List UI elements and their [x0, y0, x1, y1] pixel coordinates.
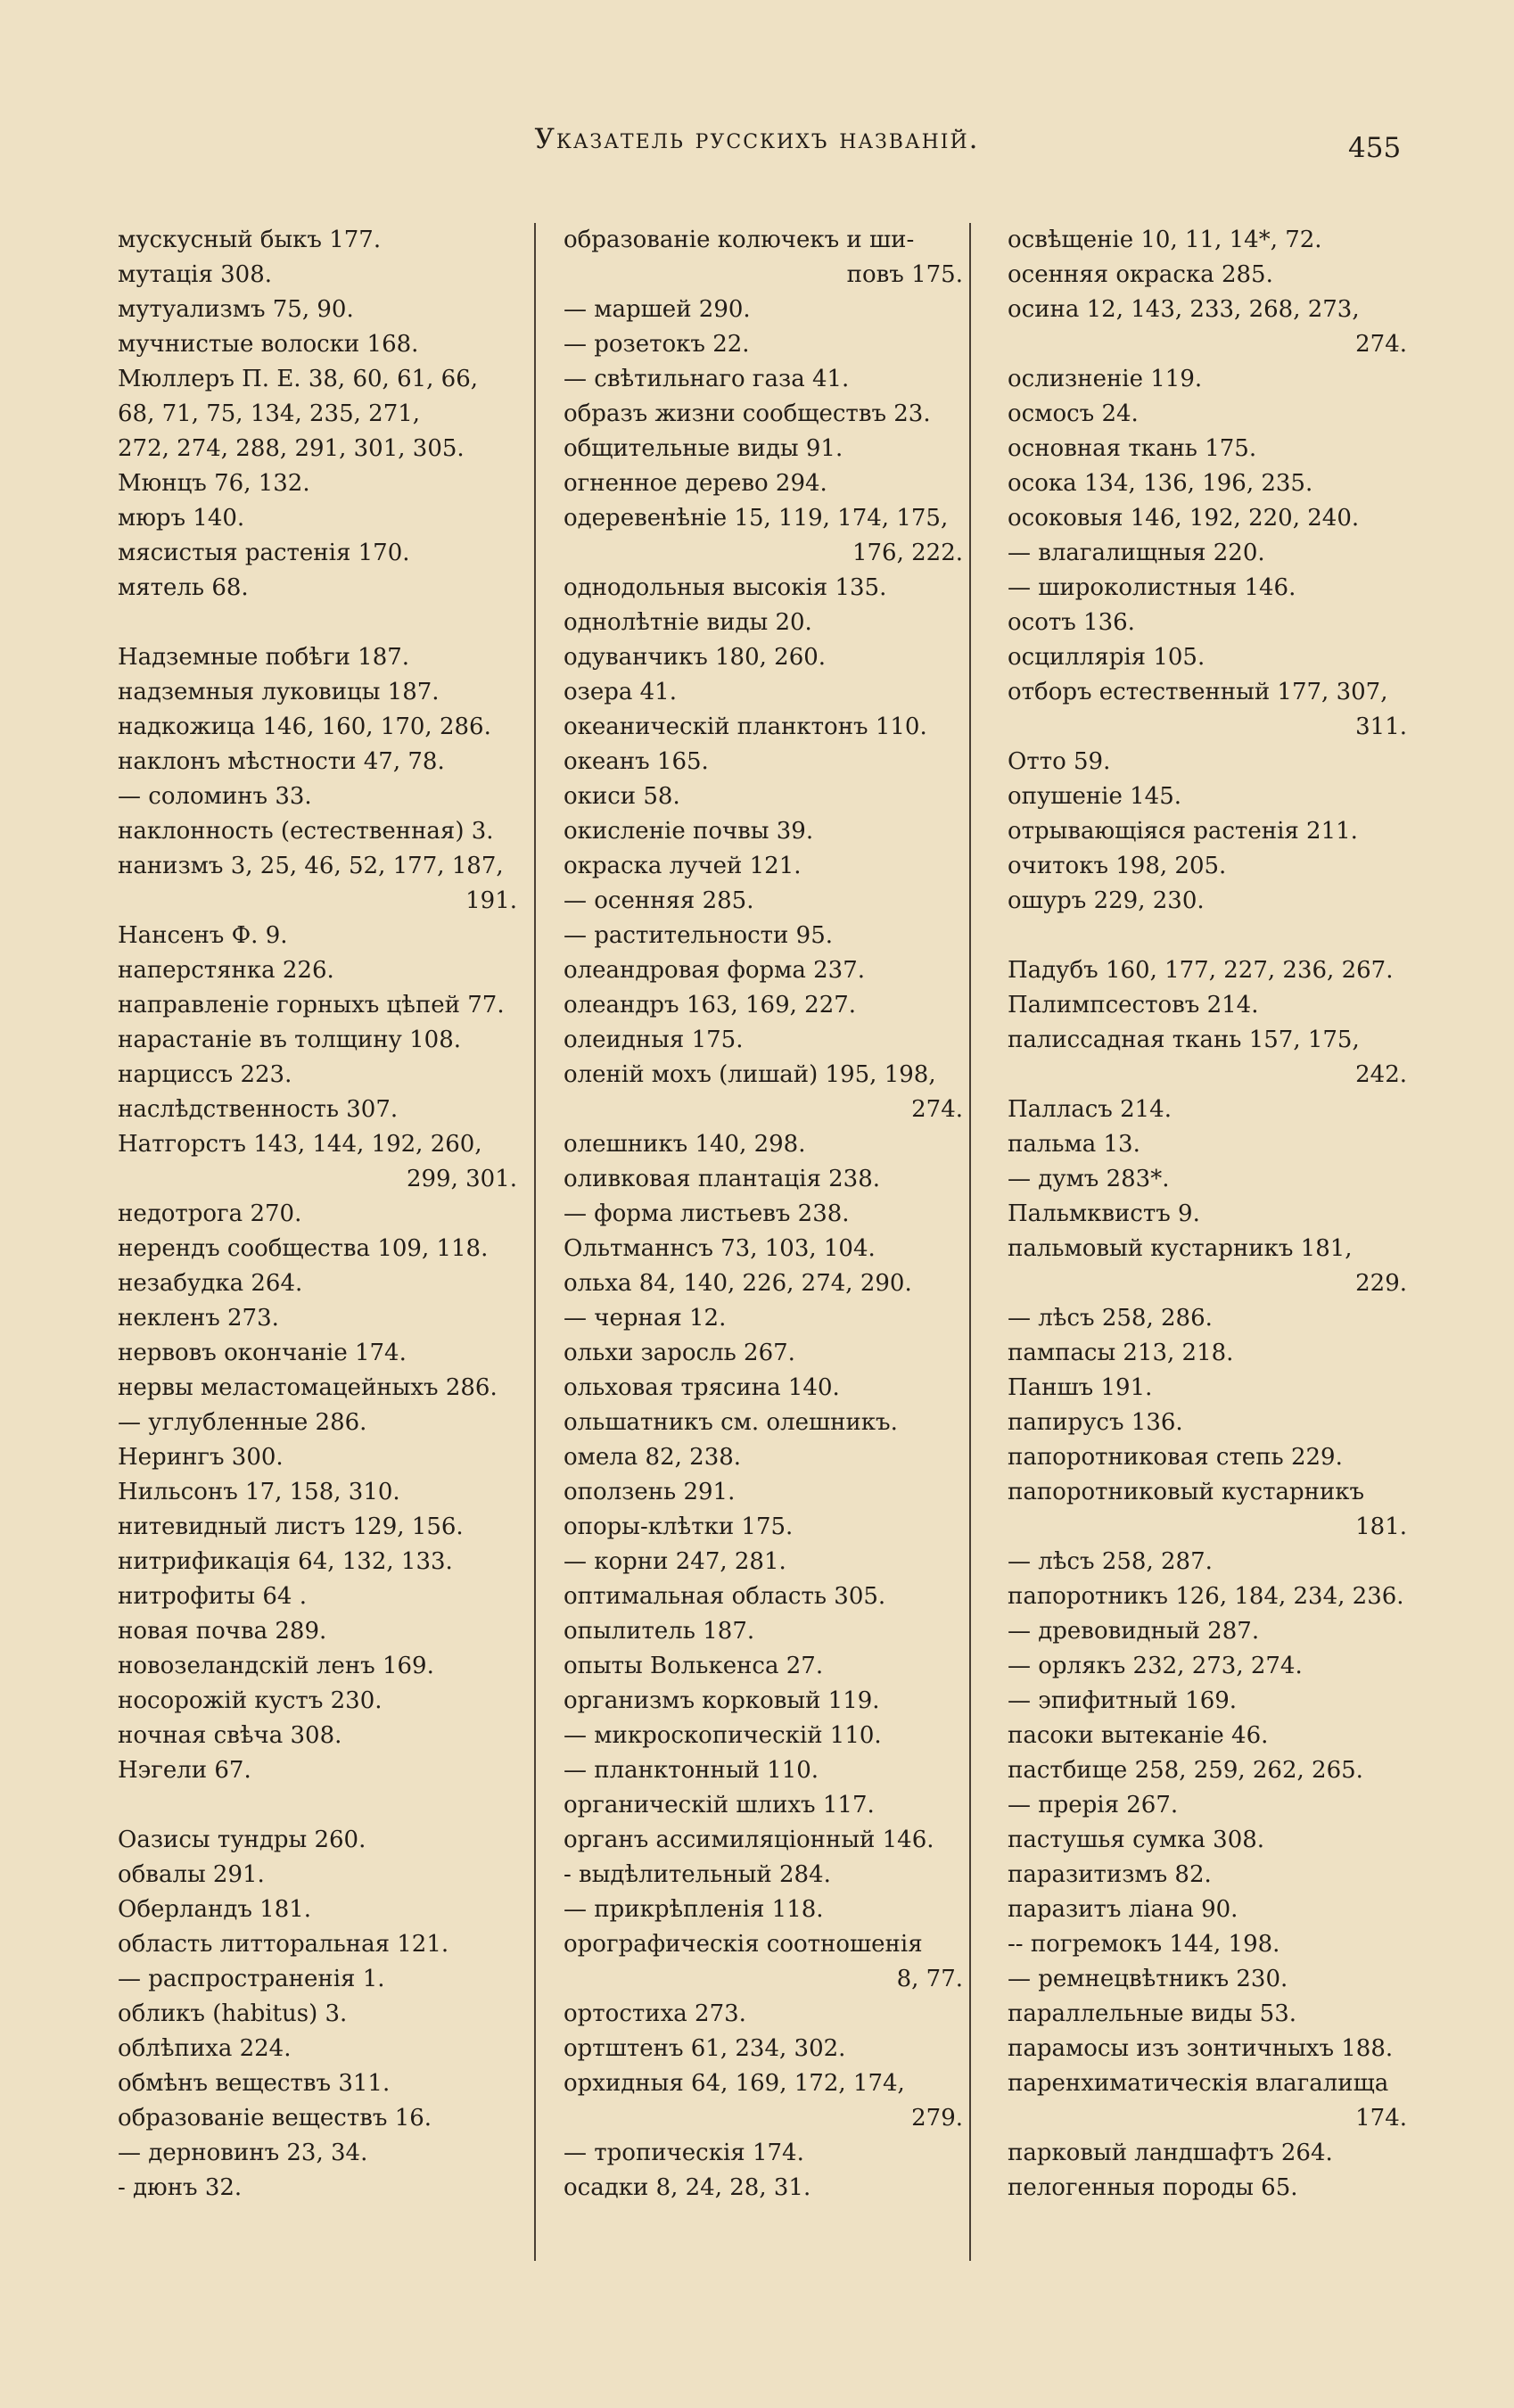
- index-entry: облѣпиха 224.: [118, 2035, 292, 2062]
- column-divider: [969, 223, 971, 2261]
- column-divider: [534, 223, 536, 2261]
- index-entry: мутація 308.: [118, 261, 272, 288]
- index-entry: носорожій кустъ 230.: [118, 1687, 383, 1714]
- index-entry: наслѣдственность 307.: [118, 1096, 399, 1123]
- index-entry: мускусный быкъ 177.: [118, 227, 382, 253]
- index-entry-continuation: повъ 175.: [846, 261, 963, 288]
- index-entry: оливковая плантація 238.: [564, 1166, 880, 1192]
- index-entry: нарциссъ 223.: [118, 1061, 292, 1088]
- index-entry-continuation: 279.: [911, 2105, 963, 2132]
- index-entry: папоротниковый кустарникъ: [1008, 1479, 1365, 1505]
- index-entry: ошуръ 229, 230.: [1008, 887, 1205, 914]
- index-entry: паразитъ ліана 90.: [1008, 1896, 1238, 1923]
- index-entry: озера 41.: [564, 679, 677, 705]
- index-entry: опоры-клѣтки 175.: [564, 1513, 794, 1540]
- index-entry: Палимпсестовъ 214.: [1008, 992, 1259, 1018]
- index-entry: обликъ (habitus) 3.: [118, 2000, 348, 2027]
- index-entry-continuation: 176, 222.: [852, 540, 963, 566]
- index-entry: — прикрѣпленія 118.: [564, 1896, 824, 1923]
- index-column-2: [564, 223, 963, 2206]
- index-entry: - выдѣлительный 284.: [564, 1861, 831, 1888]
- index-entry: мятель 68.: [118, 574, 249, 601]
- index-entry: направленіе горныхъ цѣпей 77.: [118, 992, 505, 1018]
- index-entry: основная ткань 175.: [1008, 435, 1257, 462]
- index-entry: осока 134, 136, 196, 235.: [1008, 470, 1313, 497]
- index-entry: -- погремокъ 144, 198.: [1008, 1931, 1280, 1958]
- index-entry: паренхиматическія влагалища: [1008, 2070, 1389, 2097]
- index-entry: — микроскопическій 110.: [564, 1722, 882, 1749]
- running-header-title: Указатель русскихъ названій.: [534, 123, 980, 155]
- index-entry: ночная свѣча 308.: [118, 1722, 342, 1749]
- index-entry: — тропическія 174.: [564, 2140, 804, 2166]
- index-entry: — распространенія 1.: [118, 1966, 385, 1992]
- index-entry: осмосъ 24.: [1008, 400, 1139, 427]
- index-entry-continuation: 8, 77.: [896, 1966, 963, 1992]
- index-entry: параллельные виды 53.: [1008, 2000, 1297, 2027]
- index-entry: ольха 84, 140, 226, 274, 290.: [564, 1270, 912, 1297]
- index-entry: — ремнецвѣтникъ 230.: [1008, 1966, 1288, 1992]
- index-entry: обмѣнъ веществъ 311.: [118, 2070, 391, 2097]
- index-entry: — осенняя 285.: [564, 887, 754, 914]
- index-entry: образованіе веществъ 16.: [118, 2105, 432, 2132]
- index-entry: - дюнъ 32.: [118, 2174, 243, 2201]
- index-entry: опушеніе 145.: [1008, 783, 1182, 810]
- index-entry: 272, 274, 288, 291, 301, 305.: [118, 435, 465, 462]
- index-entry: оленій мохъ (лишай) 195, 198,: [564, 1061, 936, 1088]
- index-entry: олеандровая форма 237.: [564, 957, 866, 984]
- index-entry: освѣщеніе 10, 11, 14*, 72.: [1008, 227, 1322, 253]
- index-entry: нитрификація 64, 132, 133.: [118, 1548, 453, 1575]
- index-entry: парамосы изъ зонтичныхъ 188.: [1008, 2035, 1394, 2062]
- index-entry: органъ ассимиляціонный 146.: [564, 1827, 934, 1853]
- index-entry: мутуализмъ 75, 90.: [118, 296, 354, 323]
- index-entry-continuation: 274.: [1355, 331, 1407, 358]
- index-entry: Мюнцъ 76, 132.: [118, 470, 310, 497]
- index-entry: однодольныя высокія 135.: [564, 574, 887, 601]
- index-entry: нервовъ окончаніе 174.: [118, 1340, 407, 1366]
- index-entry: парковый ландшафтъ 264.: [1008, 2140, 1333, 2166]
- index-entry: — древовидный 287.: [1008, 1618, 1260, 1645]
- index-entry: огненное дерево 294.: [564, 470, 827, 497]
- index-entry: — свѣтильнаго газа 41.: [564, 366, 850, 392]
- index-entry: надземныя луковицы 187.: [118, 679, 440, 705]
- index-entry: осенняя окраска 285.: [1008, 261, 1273, 288]
- index-entry: незабудка 264.: [118, 1270, 303, 1297]
- index-entry: — влагалищныя 220.: [1008, 540, 1265, 566]
- index-entry: мясистыя растенія 170.: [118, 540, 410, 566]
- index-entry: олеандръ 163, 169, 227.: [564, 992, 857, 1018]
- index-entry: отборъ естественный 177, 307,: [1008, 679, 1388, 705]
- index-entry: наперстянка 226.: [118, 957, 334, 984]
- index-entry: недотрога 270.: [118, 1200, 302, 1227]
- index-entry: Оберландъ 181.: [118, 1896, 312, 1923]
- index-entry: пастбище 258, 259, 262, 265.: [1008, 1757, 1363, 1784]
- index-entry: ортостиха 273.: [564, 2000, 746, 2027]
- index-entry: орографическія соотношенія: [564, 1931, 923, 1958]
- index-entry: — маршей 290.: [564, 296, 751, 323]
- index-entry: наклонность (естественная) 3.: [118, 818, 494, 845]
- index-entry: нервы меластомацейныхъ 286.: [118, 1374, 498, 1401]
- index-entry: осоковыя 146, 192, 220, 240.: [1008, 505, 1360, 532]
- index-entry: нитевидный листъ 129, 156.: [118, 1513, 464, 1540]
- index-entry: — форма листьевъ 238.: [564, 1200, 850, 1227]
- index-entry: очитокъ 198, 205.: [1008, 853, 1227, 879]
- index-entry: область литторальная 121.: [118, 1931, 449, 1958]
- index-entry: папоротникъ 126, 184, 234, 236.: [1008, 1583, 1404, 1610]
- index-entry: нарастаніе въ толщину 108.: [118, 1027, 461, 1053]
- index-entry: — широколистныя 146.: [1008, 574, 1296, 601]
- index-entry: нанизмъ 3, 25, 46, 52, 177, 187,: [118, 853, 504, 879]
- index-entry: папоротниковая степь 229.: [1008, 1444, 1343, 1471]
- index-entry: — черная 12.: [564, 1305, 727, 1332]
- section-gap: [1008, 919, 1407, 953]
- index-entry: Падубъ 160, 177, 227, 236, 267.: [1008, 957, 1394, 984]
- index-column-1: [118, 223, 517, 2206]
- index-entry: пальма 13.: [1008, 1131, 1140, 1158]
- index-entry: олешникъ 140, 298.: [564, 1131, 806, 1158]
- index-entry: осциллярія 105.: [1008, 644, 1205, 671]
- index-entry: нитрофиты 64 .: [118, 1583, 307, 1610]
- index-entry: наклонъ мѣстности 47, 78.: [118, 748, 445, 775]
- index-entry: пасоки вытеканіе 46.: [1008, 1722, 1269, 1749]
- index-entry: осина 12, 143, 233, 268, 273,: [1008, 296, 1360, 323]
- index-entry: оползень 291.: [564, 1479, 736, 1505]
- index-entry-continuation: 191.: [465, 887, 517, 914]
- index-column-3: [1008, 223, 1407, 2206]
- section-gap: [118, 1788, 517, 1823]
- index-entry: океаническій планктонъ 110.: [564, 713, 927, 740]
- index-entry: ольшатникъ см. олешникъ.: [564, 1409, 898, 1436]
- index-entry: Отто 59.: [1008, 748, 1111, 775]
- index-entry: отрывающіяся растенія 211.: [1008, 818, 1358, 845]
- index-entry: Палласъ 214.: [1008, 1096, 1172, 1123]
- index-entry: — планктонный 110.: [564, 1757, 819, 1784]
- index-entry: окраска лучей 121.: [564, 853, 802, 879]
- index-entry: — дерновинъ 23, 34.: [118, 2140, 368, 2166]
- index-entry: ослизненіе 119.: [1008, 366, 1203, 392]
- index-entry: надкожица 146, 160, 170, 286.: [118, 713, 491, 740]
- index-entry: обвалы 291.: [118, 1861, 265, 1888]
- index-entry: — эпифитный 169.: [1008, 1687, 1238, 1714]
- index-entry: новозеландскій ленъ 169.: [118, 1653, 434, 1679]
- index-entry: организмъ корковый 119.: [564, 1687, 880, 1714]
- index-entry: — лѣсъ 258, 287.: [1008, 1548, 1213, 1575]
- index-entry: океанъ 165.: [564, 748, 709, 775]
- index-entry: пелогенныя породы 65.: [1008, 2174, 1298, 2201]
- index-entry: пампасы 213, 218.: [1008, 1340, 1234, 1366]
- index-entry: осадки 8, 24, 28, 31.: [564, 2174, 811, 2201]
- index-entry: осотъ 136.: [1008, 609, 1135, 636]
- index-entry: — корни 247, 281.: [564, 1548, 786, 1575]
- index-entry: — розетокъ 22.: [564, 331, 750, 358]
- index-entry: 68, 71, 75, 134, 235, 271,: [118, 400, 421, 427]
- index-entry: одеревенѣніе 15, 119, 174, 175,: [564, 505, 949, 532]
- index-entry: мюръ 140.: [118, 505, 245, 532]
- index-entry: — думъ 283*.: [1008, 1166, 1170, 1192]
- index-entry: — прерія 267.: [1008, 1792, 1179, 1818]
- index-entry-continuation: 299, 301.: [406, 1166, 517, 1192]
- index-entry: образованіе колючекъ и ши-: [564, 227, 915, 253]
- index-entry: — лѣсъ 258, 286.: [1008, 1305, 1213, 1332]
- index-entry: общительные виды 91.: [564, 435, 843, 462]
- section-gap: [118, 606, 517, 640]
- index-entry: — соломинъ 33.: [118, 783, 312, 810]
- index-entry: Мюллеръ П. Е. 38, 60, 61, 66,: [118, 366, 479, 392]
- index-entry: орхидныя 64, 169, 172, 174,: [564, 2070, 905, 2097]
- index-entry: опылитель 187.: [564, 1618, 755, 1645]
- index-entry: — углубленные 286.: [118, 1409, 367, 1436]
- index-entry: органическій шлихъ 117.: [564, 1792, 875, 1818]
- index-entry: однолѣтніе виды 20.: [564, 609, 812, 636]
- index-entry: пальмовый кустарникъ 181,: [1008, 1235, 1353, 1262]
- index-entry-continuation: 274.: [911, 1096, 963, 1123]
- index-entry: Паншъ 191.: [1008, 1374, 1153, 1401]
- index-entry: Нансенъ Ф. 9.: [118, 922, 288, 949]
- index-entry: некленъ 273.: [118, 1305, 279, 1332]
- index-entry: пастушья сумка 308.: [1008, 1827, 1265, 1853]
- index-entry: окиси 58.: [564, 783, 680, 810]
- index-entry: — растительности 95.: [564, 922, 833, 949]
- index-entry: — орлякъ 232, 273, 274.: [1008, 1653, 1303, 1679]
- index-entry: паразитизмъ 82.: [1008, 1861, 1212, 1888]
- index-entry: образъ жизни сообществъ 23.: [564, 400, 931, 427]
- index-entry-continuation: 311.: [1355, 713, 1407, 740]
- index-entry: ортштенъ 61, 234, 302.: [564, 2035, 846, 2062]
- index-entry: Надземные побѣги 187.: [118, 644, 410, 671]
- index-entry: Нерингъ 300.: [118, 1444, 284, 1471]
- index-entry: Нэгели 67.: [118, 1757, 251, 1784]
- page-number: 455: [1348, 132, 1402, 164]
- index-entry: Оазисы тундры 260.: [118, 1827, 366, 1853]
- index-entry: Ольтманнсъ 73, 103, 104.: [564, 1235, 876, 1262]
- index-entry: оптимальная область 305.: [564, 1583, 886, 1610]
- index-entry: опыты Волькенса 27.: [564, 1653, 824, 1679]
- index-entry: Пальмквистъ 9.: [1008, 1200, 1200, 1227]
- index-entry: палиссадная ткань 157, 175,: [1008, 1027, 1360, 1053]
- index-entry: новая почва 289.: [118, 1618, 327, 1645]
- index-entry: омела 82, 238.: [564, 1444, 742, 1471]
- index-entry: одуванчикъ 180, 260.: [564, 644, 827, 671]
- index-entry: Нильсонъ 17, 158, 310.: [118, 1479, 400, 1505]
- index-entry-continuation: 174.: [1355, 2105, 1407, 2132]
- index-entry: Натгорстъ 143, 144, 192, 260,: [118, 1131, 482, 1158]
- index-entry-continuation: 229.: [1355, 1270, 1407, 1297]
- index-entry: окисленіе почвы 39.: [564, 818, 814, 845]
- index-entry: папирусъ 136.: [1008, 1409, 1183, 1436]
- index-entry-continuation: 181.: [1355, 1513, 1407, 1540]
- index-entry: ольховая трясина 140.: [564, 1374, 840, 1401]
- index-entry: нерендъ сообщества 109, 118.: [118, 1235, 489, 1262]
- index-entry: ольхи заросль 267.: [564, 1340, 795, 1366]
- index-entry-continuation: 242.: [1355, 1061, 1407, 1088]
- index-entry: мучнистые волоски 168.: [118, 331, 419, 358]
- index-entry: олеидныя 175.: [564, 1027, 744, 1053]
